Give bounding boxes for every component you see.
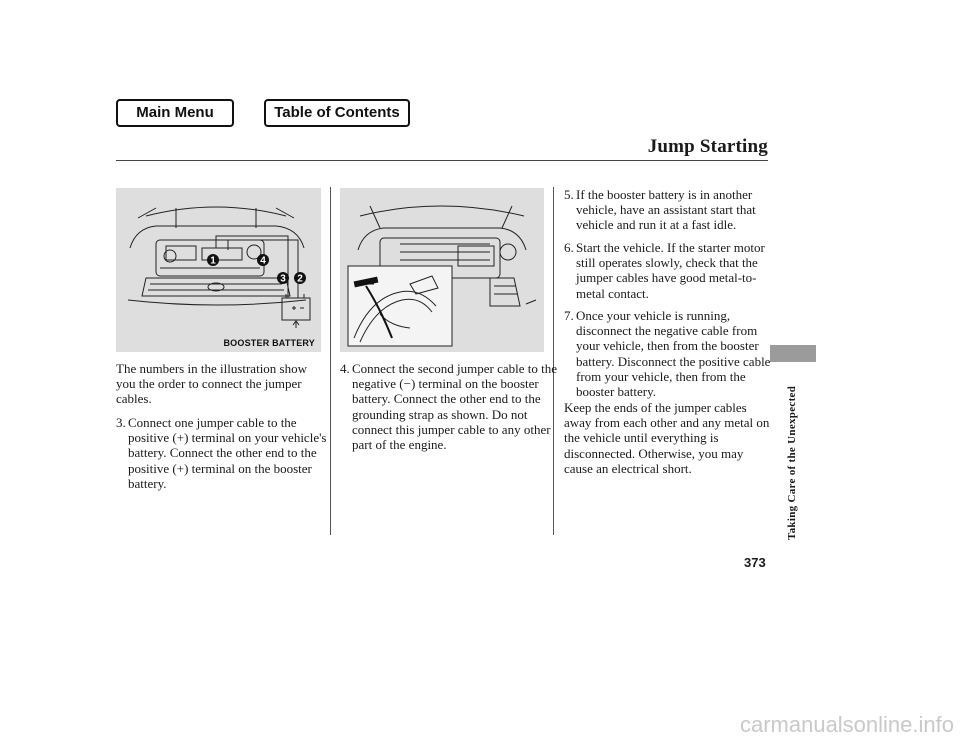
step-7 [564, 308, 782, 399]
watermark: carmanualsonline.info [739, 712, 954, 737]
intro-paragraph: The numbers in the illustration show you the order to connect the jumper cables. [116, 361, 308, 407]
table-of-contents-button[interactable]: Table of Contents [264, 99, 410, 127]
callout-3: 3 [280, 273, 286, 285]
step-6-number: 6. [564, 240, 574, 255]
engine-bay-drawing [116, 188, 321, 352]
step-5-number: 5. [564, 187, 574, 202]
main-menu-button[interactable]: Main Menu [116, 99, 234, 127]
step-3-number: 3. [116, 415, 126, 430]
callout-2: 2 [297, 273, 303, 285]
section-tab [770, 345, 816, 362]
page-title: Jump Starting [647, 136, 768, 157]
closing-paragraph: Keep the ends of the jumper cables away from each other and any metal on the vehicle until everything is disconnected. Otherwise, you may cause an electrical short. [564, 400, 770, 476]
step-5 [564, 187, 782, 233]
step-4-number: 4. [340, 361, 350, 376]
step-7-text: Once your vehicle is running, disconnect the negative cable from your vehicle, then from the booster battery. Disconnect the positive cable from your vehicle, then from the booster battery. [576, 308, 771, 400]
step-6 [564, 240, 782, 301]
callout-4: 4 [260, 255, 266, 267]
figure-caption: BOOSTER BATTERY [223, 338, 315, 348]
grounding-strap-drawing [340, 188, 544, 352]
step-3-text: Connect one jumper cable to the positive (+) terminal on your vehicle's battery. Connect the other end to the positive (+) terminal on the booster battery. [128, 415, 327, 491]
grounding-strap-illustration [340, 188, 544, 352]
step-5-text: If the booster battery is in another vehicle, have an assistant start that vehicle and run it at a fast idle. [576, 187, 756, 233]
step-4 [340, 361, 558, 452]
section-label: Taking Care of the Unexpected [786, 385, 798, 540]
step-7-number: 7. [564, 308, 574, 323]
step-3 [116, 415, 336, 491]
callout-1: 1 [210, 255, 216, 267]
step-4-text: Connect the second jumper cable to the negative (−) terminal on the booster battery. Connect the other end to the grounding strap as shown. Do not connect this jumper cable to any other part of the engine. [352, 361, 558, 453]
engine-bay-illustration-booster [116, 188, 321, 352]
title-divider [116, 160, 768, 161]
step-6-text: Start the vehicle. If the starter motor still operates slowly, check that the jumper cables have good metal-to-metal contact. [576, 240, 765, 301]
page-number: 373 [744, 555, 766, 570]
